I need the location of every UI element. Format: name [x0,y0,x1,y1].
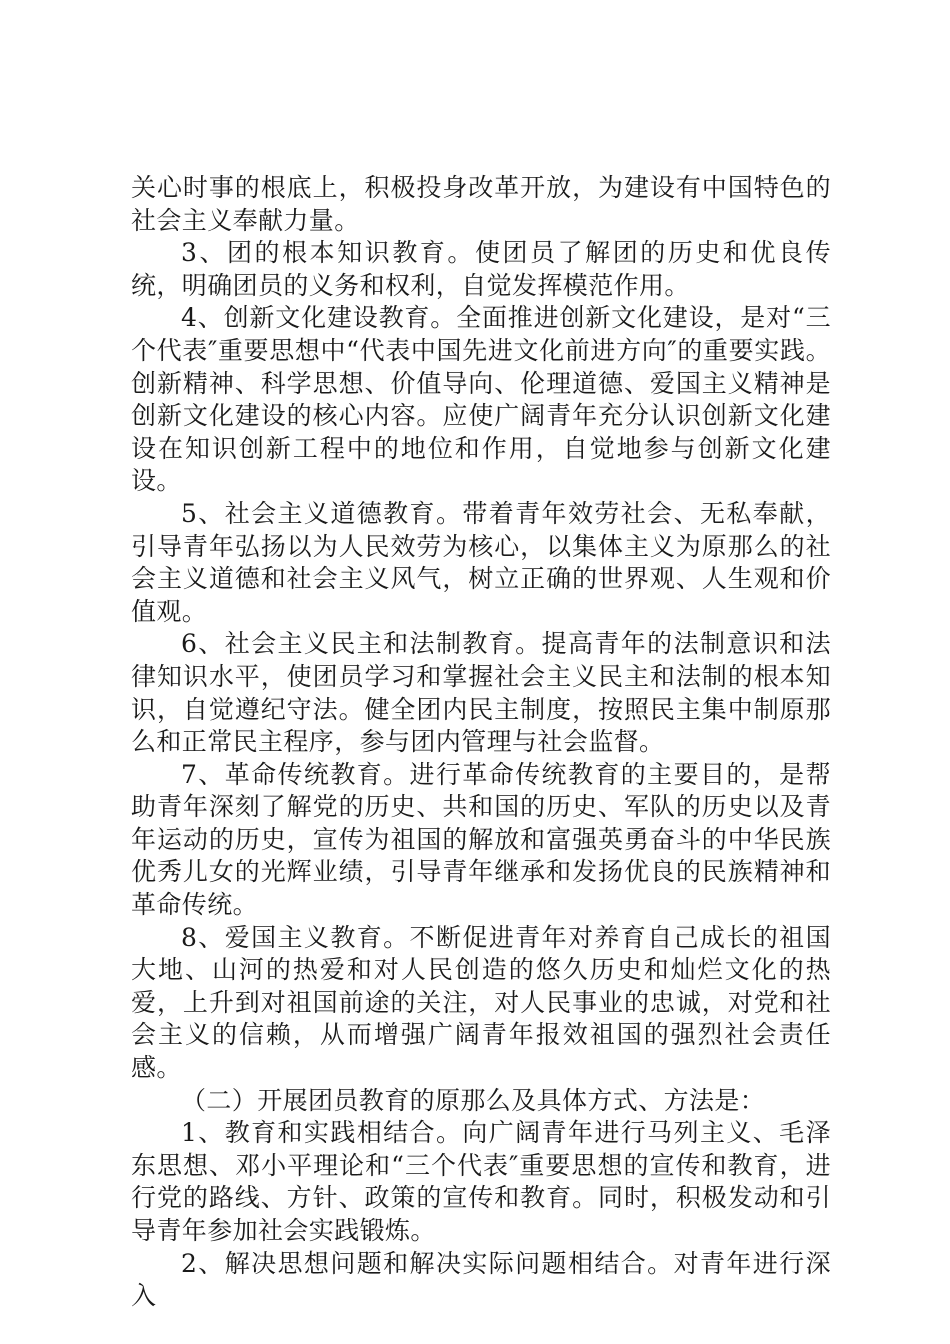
paragraph-item-8: 8、爱国主义教育。不断促进青年对养育自己成长的祖国大地、山河的热爱和对人民创造的悠久历史和灿烂文化的热爱，上升到对祖国前途的关注，对人民事业的忠诚，对党和社会主义的信赖，从而增强广阔青年报效祖国的强烈社会责任感。 [131,922,831,1083]
paragraph-item-3: 3、团的根本知识教育。使团员了解团的历史和优良传统，明确团员的义务和权利，自觉发挥模范作用。 [131,238,831,300]
paragraph-item-7: 7、革命传统教育。进行革命传统教育的主要目的，是帮助青年深刻了解党的历史、共和国的历史、军队的历史以及青年运动的历史，宣传为祖国的解放和富强英勇奋斗的中华民族优秀儿女的光辉业绩，引导青年继承和发扬优良的民族精神和革命传统。 [131,759,831,920]
document-body [131,172,831,1313]
paragraph-item-6: 6、社会主义民主和法制教育。提高青年的法制意识和法律知识水平，使团员学习和掌握社会主义民主和法制的根本知识，自觉遵纪守法。健全团内民主制度，按照民主集中制原那么和正常民主程序，参与团内管理与社会监督。 [131,629,831,757]
paragraph-method-1: 1、教育和实践相结合。向广阔青年进行马列主义、毛泽东思想、邓小平理论和“三个代表″重要思想的宣传和教育，进行党的路线、方针、政策的宣传和教育。同时，积极发动和引导青年参加社会实践锻炼。 [131,1118,831,1245]
paragraph-item-5: 5、社会主义道德教育。带着青年效劳社会、无私奉献，引导青年弘扬以为人民效劳为核心，以集体主义为原那么的社会主义道德和社会主义风气，树立正确的世界观、人生观和价值观。 [131,498,831,626]
paragraph-continuation: 关心时事的根底上，积极投身改革开放，为建设有中国特色的社会主义奉献力量。 [131,173,831,235]
section-heading-2: （二）开展团员教育的原那么及具体方式、方法是： [181,1085,766,1115]
paragraph-method-2: 2、解决思想问题和解决实际问题相结合。对青年进行深入 [131,1248,831,1311]
paragraph-item-4: 4、创新文化建设教育。全面推进创新文化建设，是对“三个代表″重要思想中“代表中国先进文化前进方向″的重要实践。创新精神、科学思想、价值导向、伦理道德、爱国主义精神是创新文化建设的核心内容。应使广阔青年充分认识创新文化建设在知识创新工程中的地位和作用，自觉地参与创新文化建设。 [131,303,831,496]
